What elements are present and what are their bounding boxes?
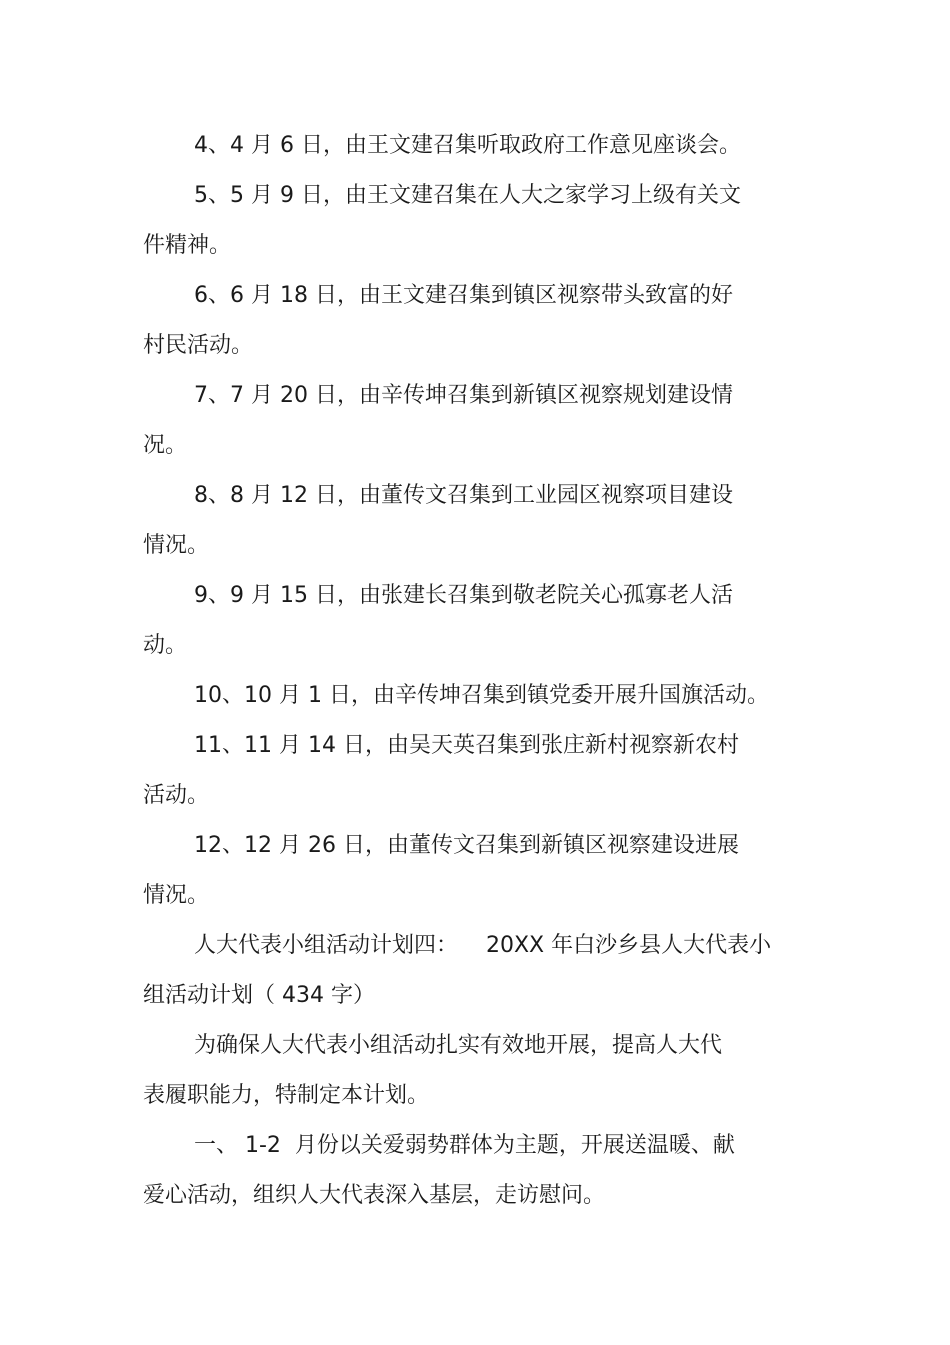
text-line: 12、12 月 26 日，由董传文召集到新镇区视察建设进展: [194, 833, 739, 858]
text-line: 件精神。: [143, 233, 232, 258]
text-line: 活动。: [143, 783, 210, 808]
section-heading-line: 人大代表小组活动计划四： 20XX 年白沙乡县人大代表小: [194, 933, 772, 958]
text-line: 爱心活动，组织人大代表深入基层，走访慰问。: [143, 1183, 606, 1208]
text-line: 为确保人大代表小组活动扎实有效地开展，提高人大代: [194, 1033, 723, 1058]
text-line: 表履职能力，特制定本计划。: [143, 1083, 430, 1108]
text-line: 9、9 月 15 日，由张建长召集到敬老院关心孤寡老人活: [194, 583, 733, 608]
text-line: 一、 1-2 月份以关爱弱势群体为主题，开展送温暖、献: [194, 1133, 735, 1158]
text-line: 况。: [143, 433, 188, 458]
text-line: 7、7 月 20 日，由辛传坤召集到新镇区视察规划建设情: [194, 383, 733, 408]
text-line: 4、4 月 6 日，由王文建召集听取政府工作意见座谈会。: [194, 133, 741, 158]
text-line: 5、5 月 9 日，由王文建召集在人大之家学习上级有关文: [194, 183, 741, 208]
text-line: 情况。: [143, 883, 210, 908]
document-body: [143, 121, 783, 1221]
text-line: 情况。: [143, 533, 210, 558]
section-heading-line: 组活动计划（ 434 字）: [143, 983, 375, 1008]
text-line: 10、10 月 1 日，由辛传坤召集到镇党委开展升国旗活动。: [194, 683, 769, 708]
text-line: 村民活动。: [143, 333, 254, 358]
text-line: 8、8 月 12 日，由董传文召集到工业园区视察项目建设: [194, 483, 733, 508]
text-line: 动。: [143, 633, 188, 658]
text-line: 6、6 月 18 日，由王文建召集到镇区视察带头致富的好: [194, 283, 733, 308]
text-line: 11、11 月 14 日，由吴天英召集到张庄新村视察新农村: [194, 733, 739, 758]
